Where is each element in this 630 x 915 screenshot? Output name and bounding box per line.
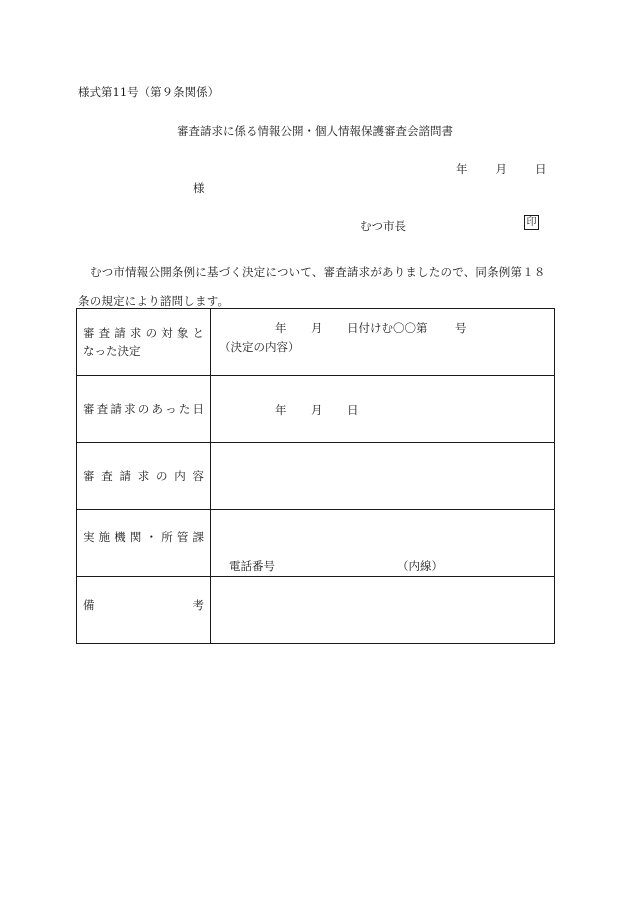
label-char: 審 [83,402,95,416]
label-char: 関 [129,530,142,544]
label-remarks [83,597,204,613]
decision-month: 月 [311,321,323,335]
document-title: 審査請求に係る情報公開・個人情報保護審査会諮問書 [177,124,453,138]
label-cell-decision [77,309,211,376]
label-char: 課 [192,530,204,544]
label-char: 機 [114,530,126,544]
decision-date-ref: 日付けむ〇〇第 [347,321,428,335]
addressee-suffix: 様 [193,181,205,195]
label-char: 求 [137,469,150,483]
label-char: あ [151,402,163,416]
label-request-content [83,468,204,484]
date-month: 月 [495,162,507,176]
label-char: 請 [114,326,126,340]
label-char: 請 [110,402,122,416]
phone-label: 電話番号 [229,559,275,573]
request-year: 年 [275,403,287,417]
label-char: 対 [161,326,173,340]
value-cell-department[interactable] [211,510,555,577]
label-char: 考 [192,598,204,612]
label-char: た [178,402,191,416]
table-row [77,376,555,443]
label-char: 審 [83,469,95,483]
table-row [77,510,555,577]
request-month: 月 [311,403,323,417]
inquiry-table [76,308,555,644]
value-cell-remarks[interactable] [211,577,555,644]
label-cell-request-date [77,376,211,443]
label-department [83,529,204,545]
label-char: 審 [83,326,95,340]
decision-year: 年 [275,321,287,335]
label-char: 管 [176,530,189,544]
label-char: 容 [192,469,204,483]
table-row [77,309,555,376]
label-char: 施 [98,530,111,544]
form-number: 様式第11号（第９条関係） [78,85,220,99]
extension-label: （内線） [397,559,443,573]
table-row [77,443,555,510]
date-line [456,161,547,177]
label-char: 備 [83,598,95,612]
label-char: 内 [174,469,186,483]
decision-note: （決定の内容） [219,340,300,354]
label-char: 査 [98,326,111,340]
label-char: 所 [161,530,173,544]
body-text: むつ市情報公開条例に基づく決定について、審査請求がありましたので、同条例第１８条の規定により諮問します。 [78,265,546,308]
label-char: の [145,326,158,340]
seal-mark: 印 [524,215,539,230]
value-cell-request-date[interactable] [211,376,555,443]
label-char: の [137,402,150,416]
table-row [77,577,555,644]
label-cell-department [77,510,211,577]
label-decision-line2: なった決定 [83,344,141,358]
label-char: 求 [124,402,136,416]
request-day: 日 [347,403,359,417]
label-char: 日 [192,402,204,416]
label-char: 請 [119,469,131,483]
label-char: 象 [176,326,189,340]
label-char: ・ [145,530,158,544]
date-day: 日 [535,162,547,176]
label-char: 求 [129,326,142,340]
label-char: 査 [101,469,113,483]
label-request-date [83,401,204,417]
label-char: っ [165,402,177,416]
date-year: 年 [456,162,468,176]
issuer-name: むつ市長 [360,219,406,233]
value-cell-request-content[interactable] [211,443,555,510]
decision-number: 号 [455,321,467,335]
value-cell-decision[interactable] [211,309,555,376]
label-char: 実 [83,530,95,544]
label-char: 査 [96,402,109,416]
label-cell-request-content [77,443,211,510]
label-decision-line1 [83,324,204,342]
label-char: の [156,469,168,483]
label-char: と [192,326,204,340]
label-cell-remarks [77,577,211,644]
